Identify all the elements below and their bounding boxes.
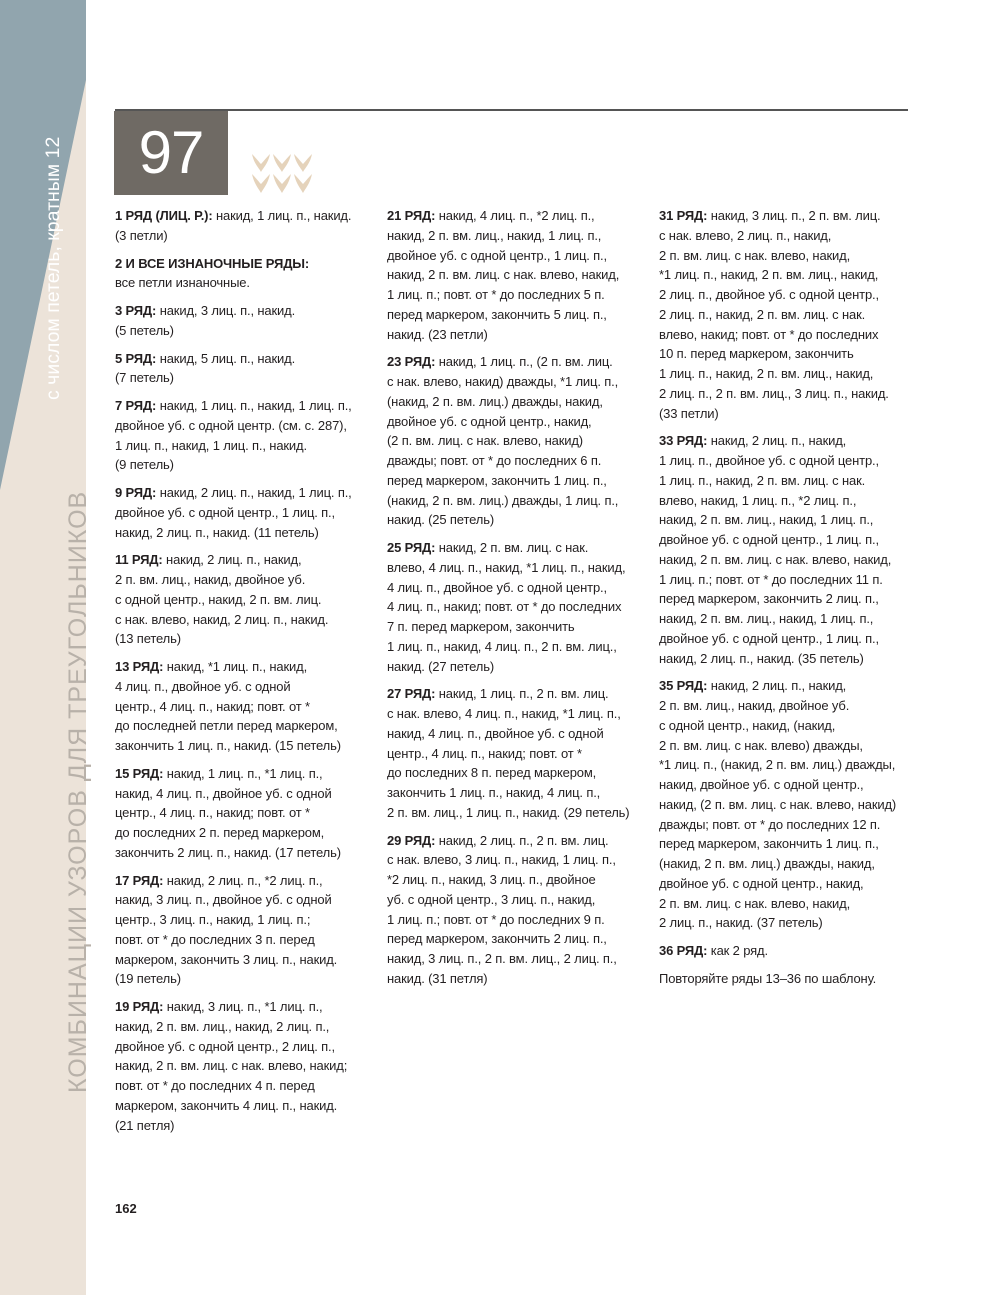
instructions-column-1: [115, 206, 365, 1143]
instruction-row: [387, 684, 639, 822]
section-title: КОМБИНАЦИИ УЗОРОВ ДЛЯ ТРЕУГОЛЬНИКОВ: [64, 490, 92, 1093]
instruction-row: [387, 831, 639, 989]
instruction-row: [115, 657, 365, 756]
row-text: все петли изнаночные.: [115, 275, 250, 291]
row-text: накид, 1 лиц. п., 2 п. вм. лиц. с нак. влево, 4 лиц. п., накид, *1 лиц. п., накид, 4 лиц. п., двойное уб. с одной центр., 4 лиц. п., накид; повт. от * до последних 8 п. перед маркером, закончить 1 лиц. п., накид, 4 лиц. п., 2 п. вм. лиц., 1 лиц. п., накид. (29 петель): [387, 686, 630, 820]
row-text: накид, 2 лиц. п., накид, 1 лиц. п., двойное уб. с одной центр., 1 лиц. п., накид, 2 п. вм. лиц. с нак. влево, накид, 1 лиц. п., *2 лиц. п., накид, 2 п. вм. лиц., накид, 1 лиц. п., двойное уб. с одной центр., 1 лиц. п., накид, 2 п. вм. лиц. с нак. влево, накид, 1 лиц. п.; повт. от * до последних 11 п. перед маркером, закончить 2 лиц. п., накид, 2 п. вм. лиц., накид, 1 лиц. п., двойное уб. с одной центр., 1 лиц. п., накид, 2 лиц. п., накид. (35 петель): [659, 433, 892, 666]
row-label: 35 РЯД:: [659, 678, 708, 694]
row-text: накид, 2 лиц. п., накид, 2 п. вм. лиц., накид, двойное уб. с одной центр., накид, 2 п. вм. лиц. с нак. влево, накид, 2 лиц. п., накид. (13 петель): [115, 552, 329, 647]
row-text: накид, 1 лиц. п., накид, 1 лиц. п., двойное уб. с одной центр. (см. с. 287), 1 лиц. п., накид, 1 лиц. п., накид. (9 петель): [115, 398, 352, 473]
row-text: накид, 2 лиц. п., *2 лиц. п., накид, 3 лиц. п., двойное уб. с одной центр., 3 лиц. п., накид, 1 лиц. п.; повт. от * до последних 3 п. перед маркером, закончить 3 лиц. п., накид. (19 петель): [115, 872, 338, 987]
row-text: накид, 1 лиц. п., (2 п. вм. лиц. с нак. влево, накид) дважды, *1 лиц. п., (накид, 2 п. вм. лиц.) дважды, накид, двойное уб. с одной центр., накид, (2 п. вм. лиц. с нак. влево, накид) дважды; повт. от * до последних 6 п. перед маркером, закончить 1 лиц. п., (накид, 2 п. вм. лиц.) дважды, 1 лиц. п., накид. (25 петель): [387, 354, 619, 528]
instruction-row: [115, 764, 365, 863]
row-text: накид, 2 лиц. п., накид, 1 лиц. п., двойное уб. с одной центр., 1 лиц. п., накид, 2 лиц. п., накид. (11 петель): [115, 485, 352, 540]
instruction-row: [115, 301, 365, 341]
row-text: накид, 5 лиц. п., накид. (7 петель): [115, 350, 296, 386]
instruction-row: [387, 538, 639, 676]
pattern-number: 97: [114, 111, 228, 195]
instruction-row: [659, 206, 911, 423]
page-number: 162: [115, 1201, 137, 1216]
row-text: накид, 4 лиц. п., *2 лиц. п., накид, 2 п. вм. лиц., накид, 1 лиц. п., двойное уб. с одной центр., 1 лиц. п., накид, 2 п. вм. лиц. с нак. влево, накид, 1 лиц. п.; повт. от * до последних 5 п. перед маркером, закончить 5 лиц. п., накид. (23 петли): [387, 208, 620, 342]
instruction-row: [387, 206, 639, 344]
row-label: 23 РЯД:: [387, 354, 436, 370]
row-text: накид, 1 лиц. п., *1 лиц. п., накид, 4 лиц. п., двойное уб. с одной центр., 4 лиц. п., накид; повт. от * до последних 2 п. перед маркером, закончить 2 лиц. п., накид. (17 петель): [115, 765, 341, 860]
instruction-row: [115, 206, 365, 246]
instruction-row: [115, 254, 365, 294]
row-label: 25 РЯД:: [387, 540, 436, 555]
row-text: накид, 1 лиц. п., накид. (3 петли): [115, 208, 352, 243]
row-label: 5 РЯД:: [115, 350, 157, 366]
row-label: 3 РЯД:: [115, 303, 157, 318]
instruction-row: [115, 997, 365, 1135]
row-text: накид, 2 лиц. п., 2 п. вм. лиц. с нак. влево, 3 лиц. п., накид, 1 лиц. п., *2 лиц. п., накид, 3 лиц. п., двойное уб. с одной центр., 3 лиц. п., накид, 1 лиц. п.; повт. от * до последних 9 п. перед маркером, закончить 2 лиц. п., накид, 3 лиц. п., 2 п. вм. лиц., 2 лиц. п., накид. (31 петля): [387, 832, 617, 986]
row-label: 29 РЯД:: [387, 832, 436, 848]
instruction-row: [115, 483, 365, 542]
instruction-row: [659, 676, 911, 933]
row-label: 13 РЯД:: [115, 659, 164, 674]
row-label: 15 РЯД:: [115, 765, 164, 781]
row-text: Повторяйте ряды 13–36 по шаблону.: [659, 970, 877, 986]
header-rule: [115, 109, 908, 111]
row-label: 31 РЯД:: [659, 208, 708, 223]
instruction-row: [387, 352, 639, 530]
row-label: 9 РЯД:: [115, 485, 157, 500]
row-text: накид, 2 лиц. п., накид, 2 п. вм. лиц., накид, двойное уб. с одной центр., накид, (накид, 2 п. вм. лиц. с нак. влево) дважды, *1 лиц. п., (накид, 2 п. вм. лиц.) дважды, накид, двойное уб. с одной центр., накид, (2 п. вм. лиц. с нак. влево, накид) дважды; повт. от * до последних 12 п. перед маркером, закончить 1 лиц. п., (накид, 2 п. вм. лиц.) дважды, накид, двойное уб. с одной центр., накид, 2 п. вм. лиц. с нак. влево, накид, 2 лиц. п., накид. (37 петель): [659, 678, 897, 931]
row-label: 17 РЯД:: [115, 872, 164, 888]
instructions-column-3: [659, 206, 911, 997]
row-label: 1 РЯД (ЛИЦ. Р.):: [115, 208, 213, 223]
row-label: 21 РЯД:: [387, 208, 436, 223]
row-text: накид, 2 п. вм. лиц. с нак. влево, 4 лиц. п., накид, *1 лиц. п., накид, 4 лиц. п., двойное уб. с одной центр., 4 лиц. п., накид; повт. от * до последних 7 п. перед маркером, закончить 1 лиц. п., накид, 4 лиц. п., 2 п. вм. лиц., накид. (27 петель): [387, 540, 626, 674]
row-label: 7 РЯД:: [115, 398, 157, 413]
row-label: 33 РЯД:: [659, 433, 708, 449]
section-subtitle: с числом петель, кратным 12: [42, 136, 64, 400]
instruction-row: [115, 871, 365, 990]
instruction-row: [115, 550, 365, 649]
row-label: 11 РЯД:: [115, 552, 163, 568]
instructions-column-2: [387, 206, 639, 997]
instruction-row: [659, 941, 911, 961]
row-label: 2 И ВСЕ ИЗНАНОЧНЫЕ РЯДЫ:: [115, 255, 310, 271]
knit-stitches-icon: [250, 154, 316, 194]
instruction-row: [659, 969, 911, 989]
instruction-row: [115, 396, 365, 475]
row-label: 36 РЯД:: [659, 943, 708, 958]
row-text: накид, 3 лиц. п., 2 п. вм. лиц. с нак. влево, 2 лиц. п., накид, 2 п. вм. лиц. с нак. влево, накид, *1 лиц. п., накид, 2 п. вм. лиц., накид, 2 лиц. п., двойное уб. с одной центр., 2 лиц. п., накид, 2 п. вм. лиц. с нак. влево, накид; повт. от * до последних 10 п. перед маркером, закончить 1 лиц. п., накид, 2 п. вм. лиц., накид, 2 лиц. п., 2 п. вм. лиц., 3 лиц. п., накид. (33 петли): [659, 208, 889, 421]
instruction-row: [659, 431, 911, 668]
row-text: как 2 ряд.: [707, 943, 768, 958]
row-text: накид, *1 лиц. п., накид, 4 лиц. п., двойное уб. с одной центр., 4 лиц. п., накид; повт. от * до последней петли перед маркером, закончить 1 лиц. п., накид. (15 петель): [115, 659, 341, 753]
instruction-row: [115, 349, 365, 389]
row-label: 19 РЯД:: [115, 999, 164, 1014]
row-text: накид, 3 лиц. п., *1 лиц. п., накид, 2 п. вм. лиц., накид, 2 лиц. п., двойное уб. с одной центр., 2 лиц. п., накид, 2 п. вм. лиц. с нак. влево, накид; повт. от * до последних 4 п. перед маркером, закончить 4 лиц. п., накид. (21 петля): [115, 999, 348, 1133]
row-text: накид, 3 лиц. п., накид. (5 петель): [115, 303, 296, 338]
row-label: 27 РЯД:: [387, 686, 436, 702]
